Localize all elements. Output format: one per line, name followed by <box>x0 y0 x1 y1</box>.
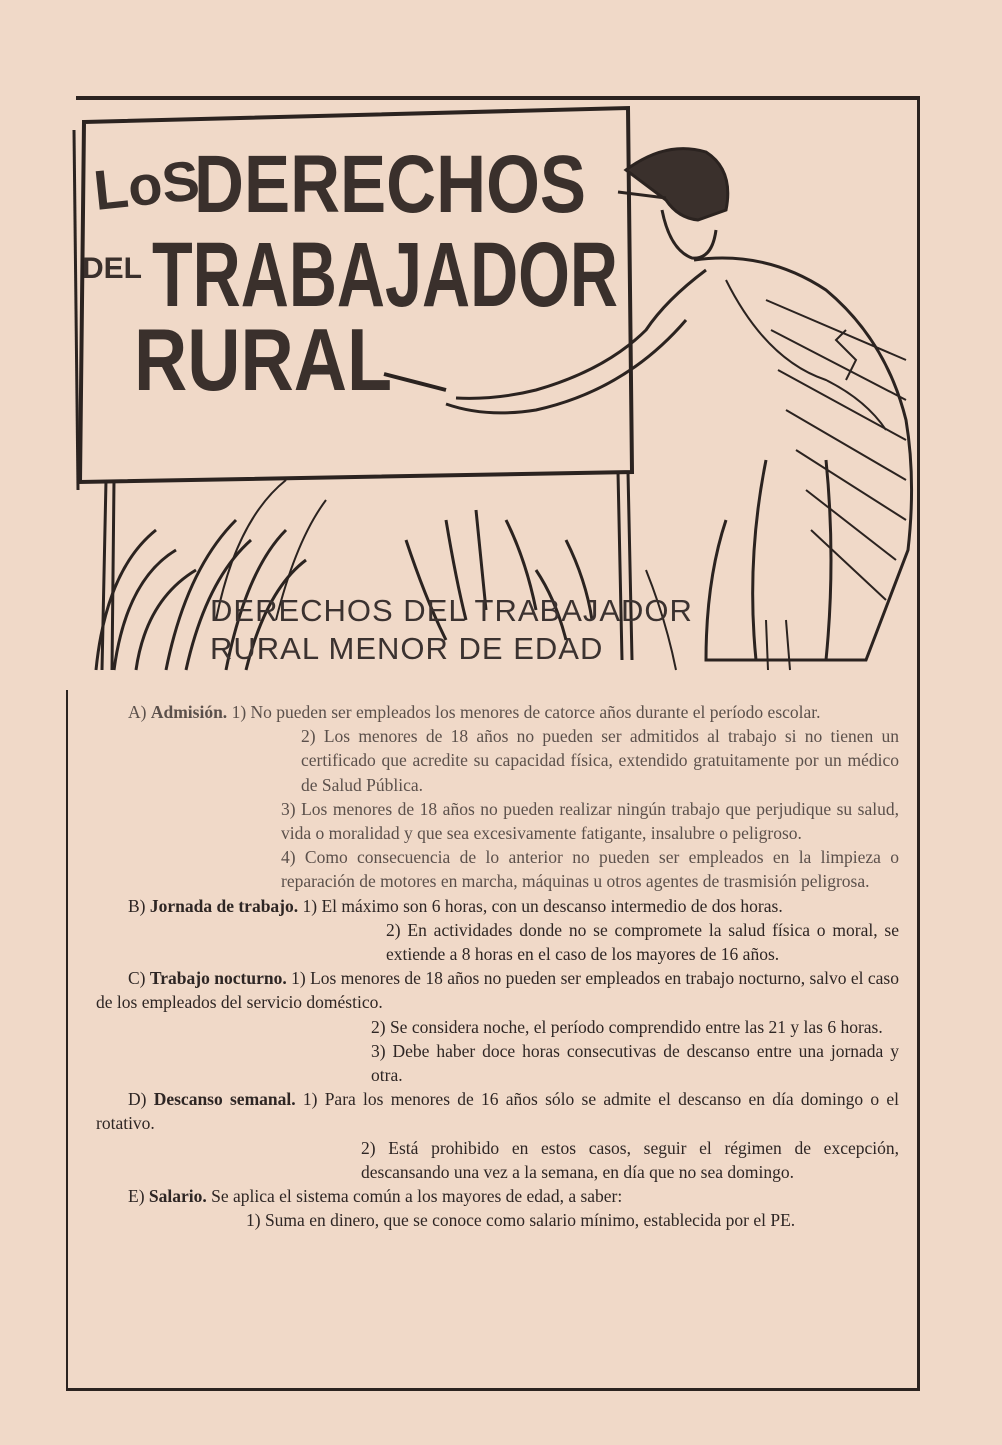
article-body <box>96 700 899 1232</box>
section-d-p1: D) Descanso semanal. 1) Para los menores de 16 años sólo se admite el descanso en día domingo o el rotativo. <box>96 1089 899 1134</box>
section-a-heading: Admisión. <box>150 702 228 722</box>
subheading-line-1: DERECHOS DEL TRABAJADOR <box>210 593 693 628</box>
section-d-heading: Descanso semanal. <box>153 1089 296 1110</box>
section-d-p2: 2) Está prohibido en estos casos, seguir el régimen de excepción, descansando una vez a la semana, en día que no sea domingo. <box>361 1137 899 1182</box>
title-trabajador: TRABAJADOR <box>152 224 618 326</box>
section-c-p1: C) Trabajo nocturno. 1) Los menores de 18 años no pueden ser empleados en trabajo nocturno, salvo el caso de los empleados del servicio doméstico. <box>96 968 899 1013</box>
subheading <box>210 592 810 668</box>
subheading-line-2: RURAL MENOR DE EDAD <box>210 631 604 666</box>
title-derechos: DERECHOS <box>194 139 586 230</box>
bottom-rule <box>66 1388 920 1391</box>
title-del: DEL <box>82 252 142 285</box>
section-a-p4: 4) Como consecuencia de lo anterior no pueden ser empleados en la limpieza o reparación de motores en marcha, máquinas u otros agentes de trasmisión peligrosa. <box>281 847 899 892</box>
section-a-p2: 2) Los menores de 18 años no pueden ser admitidos al trabajo si no tienen un certificado que acredite su capacidad física, extendido gratuitamente por un médico de Salud Pública. <box>301 726 899 795</box>
section-e-p1: 1) Suma en dinero, que se conoce como salario mínimo, establecida por el PE. <box>246 1210 796 1231</box>
title-rural: RURAL <box>134 310 392 409</box>
section-b-p1: B) Jornada de trabajo. 1) El máximo son 6 horas, con un descanso intermedio de dos horas. <box>128 895 783 916</box>
section-a-p1: A) Admisión. 1) No pueden ser empleados los menores de catorce años durante el período escolar. <box>128 702 821 722</box>
section-b-heading: Jornada de trabajo. <box>149 895 299 916</box>
section-c-p2: 2) Se considera noche, el período comprendido entre las 21 y las 6 horas. <box>371 1016 883 1037</box>
section-e-intro: E) Salario. Se aplica el sistema común a los mayores de edad, a saber: <box>128 1186 623 1207</box>
section-c-heading: Trabajo nocturno. <box>149 968 287 989</box>
title-los: LoS <box>90 148 203 222</box>
section-b-p2: 2) En actividades donde no se compromete la salud física o moral, se extiende a 8 horas en el caso de los mayores de 16 años. <box>386 919 899 965</box>
section-a-p3: 3) Los menores de 18 años no pueden realizar ningún trabajo que perjudique su salud, vida o moralidad y que sea excesivamente fatigante, insalubre o peligroso. <box>281 798 899 844</box>
section-e-heading: Salario. <box>148 1186 207 1207</box>
left-rule <box>66 690 68 1390</box>
section-c-p3: 3) Debe haber doce horas consecutivas de descanso entre una jornada y otra. <box>371 1040 899 1086</box>
